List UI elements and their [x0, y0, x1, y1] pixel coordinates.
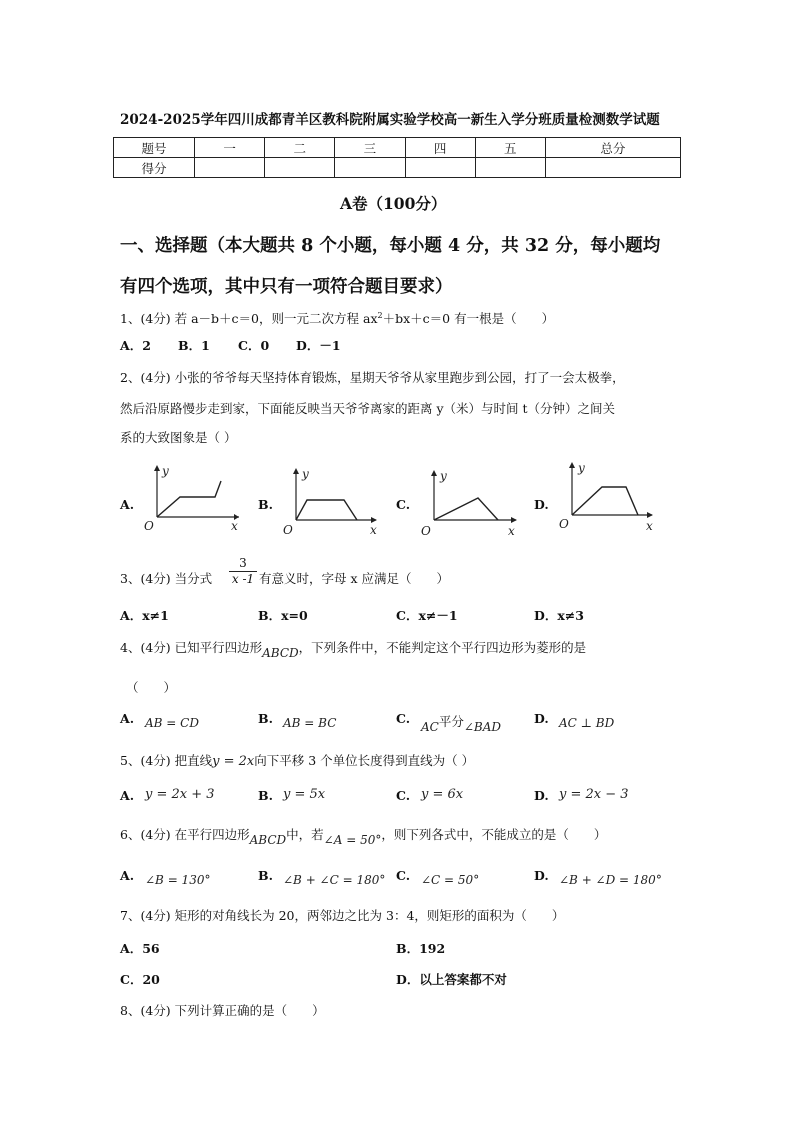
- q6-option-d-letter: D.: [534, 868, 549, 883]
- q5-text-b: 向下平移 3 个单位长度得到直线为（ ）: [254, 753, 475, 768]
- q2-option-d-label: D.: [534, 497, 549, 512]
- q3-stem-a: 3、(4分) 当分式: [120, 571, 213, 586]
- q4-option-a: AB = CD: [145, 716, 199, 730]
- score-input-cell: [265, 158, 335, 178]
- q2-line1: 2、(4分) 小张的爷爷每天坚持体育锻炼，星期天爷爷从家里跑步到公园，打了一会太极拳，: [120, 370, 625, 385]
- q6-text-b: 中，若: [286, 827, 324, 842]
- q7-stem: 7、(4分) 矩形的对角线长为 20，两邻边之比为 3：4，则矩形的面积为（ ）: [120, 908, 565, 923]
- q6-option-a-letter: A.: [120, 868, 135, 883]
- axis-label-x: x: [370, 523, 377, 537]
- part-heading-line1: 一、选择题（本大题共 8 个小题，每小题 4 分，共 32 分，每小题均: [120, 236, 661, 256]
- q5-option-c: y = 6x: [421, 787, 464, 802]
- q2-graph-d: [558, 460, 658, 536]
- q6-math-2: ∠A = 50°: [323, 833, 382, 847]
- q7-option-c: C．20: [120, 972, 160, 987]
- q1-option-b: B．1: [178, 338, 210, 353]
- origin-label: O: [144, 519, 154, 533]
- section-heading: A卷（100分）: [340, 194, 447, 213]
- q7-option-b: B．192: [396, 941, 446, 956]
- q6-text-a: 6、(4分) 在平行四边形: [120, 827, 250, 842]
- q2-option-b-label: B.: [258, 497, 273, 512]
- q3-option-b: B．x=0: [258, 608, 308, 623]
- q2-graph-b: [282, 466, 382, 542]
- q4-text-a: 4、(4分) 已知平行四边形: [120, 640, 263, 655]
- axis-label-y: y: [440, 469, 447, 483]
- q5-option-a-letter: A.: [120, 788, 135, 803]
- q4-option-a-letter: A.: [120, 711, 135, 726]
- q6-math-1: ABCD: [249, 833, 287, 847]
- q6-option-d: ∠B + ∠D = 180°: [559, 873, 662, 887]
- q1-option-a: A．2: [120, 338, 151, 353]
- q5-text-a: 5、(4分) 把直线: [120, 753, 213, 768]
- q6-option-b: ∠B + ∠C = 180°: [283, 873, 386, 887]
- q4-option-c-post: ∠BAD: [463, 720, 502, 734]
- table-cell: 题号: [114, 138, 195, 158]
- q4-option-c-pre: AC: [421, 720, 439, 734]
- score-input-cell: [335, 158, 405, 178]
- part-heading-line2: 有四个选项，其中只有一项符合题目要求）: [120, 277, 453, 297]
- fraction-numerator: 3: [239, 556, 247, 570]
- q2-graph-c: [420, 468, 520, 544]
- q1-superscript: 2: [377, 310, 383, 320]
- q6-option-c-letter: C.: [396, 868, 411, 883]
- q4-paren: （ ）: [126, 680, 177, 695]
- q3-option-a: A．x≠1: [120, 608, 169, 623]
- q1-option-c: C．0: [238, 338, 270, 353]
- q2-graph-a: [143, 463, 243, 539]
- q6-option-c: ∠C = 50°: [421, 873, 480, 887]
- q4-text-b: ，下列条件中，不能判定这个平行四边形为菱形的是: [298, 640, 587, 655]
- table-cell: 五: [475, 138, 545, 158]
- q8-stem: 8、(4分) 下列计算正确的是（ ）: [120, 1003, 325, 1018]
- q5-option-b-letter: B.: [258, 788, 273, 803]
- axis-label-x: x: [231, 519, 238, 533]
- table-cell: 三: [335, 138, 405, 158]
- table-cell: 四: [405, 138, 475, 158]
- q4-option-d: AC ⊥ BD: [559, 716, 615, 730]
- q4-stem: [120, 638, 587, 660]
- q4-option-b: AB = BC: [283, 716, 337, 730]
- q5-option-d-letter: D.: [534, 788, 549, 803]
- question-1-stem: [120, 309, 554, 327]
- origin-label: O: [421, 524, 431, 538]
- q3-stem-b: 有意义时，字母 x 应满足（ ）: [259, 571, 449, 586]
- axis-label-y: y: [578, 461, 585, 475]
- q7-option-a: A．56: [120, 941, 160, 956]
- q5-math: y = 2x: [212, 754, 255, 769]
- q4-option-c: [421, 711, 502, 734]
- origin-label: O: [559, 517, 569, 531]
- axis-label-x: x: [646, 519, 653, 533]
- q4-option-c-mid: 平分: [438, 714, 464, 729]
- q1-text-a: 1、(4分) 若 a－b＋c＝0，则一元二次方程 ax: [120, 311, 378, 326]
- fraction-denominator: x -1: [229, 571, 257, 586]
- score-input-cell: [405, 158, 475, 178]
- q3-option-d: D．x≠3: [534, 608, 584, 623]
- score-table-score-row: [114, 158, 681, 178]
- table-cell: 得分: [114, 158, 195, 178]
- score-table: [113, 137, 681, 178]
- score-input-cell: [195, 158, 265, 178]
- table-cell: 二: [265, 138, 335, 158]
- q5-option-b: y = 5x: [283, 787, 326, 802]
- q2-option-c-label: C.: [396, 497, 411, 512]
- q2-line3: 系的大致图象是（ ）: [120, 430, 237, 445]
- q3-option-c: C．x≠－1: [396, 608, 458, 623]
- q7-option-d: D．以上答案都不对: [396, 972, 507, 987]
- q4-option-b-letter: B.: [258, 711, 273, 726]
- table-cell: 一: [195, 138, 265, 158]
- q6-option-a: ∠B = 130°: [145, 873, 211, 887]
- q4-math: ABCD: [262, 646, 299, 660]
- table-cell: 总分: [545, 138, 680, 158]
- q5-option-a: y = 2x + 3: [145, 787, 215, 802]
- q6-option-b-letter: B.: [258, 868, 273, 883]
- q2-option-a-label: A.: [120, 497, 135, 512]
- q2-line2: 然后沿原路慢步走到家，下面能反映当天爷爷离家的距离 y（米）与时间 t（分钟）之间关: [120, 401, 616, 416]
- origin-label: O: [283, 523, 293, 537]
- axis-label-y: y: [302, 467, 309, 481]
- score-input-cell: [545, 158, 680, 178]
- q5-option-d: y = 2x − 3: [559, 787, 629, 802]
- q4-option-d-letter: D.: [534, 711, 549, 726]
- q6-stem: [120, 825, 607, 847]
- q1-option-d: D．－1: [296, 338, 341, 353]
- q3-fraction: [229, 556, 257, 586]
- q6-text-c: ，则下列各式中，不能成立的是（ ）: [381, 827, 607, 842]
- score-table-header-row: [114, 138, 681, 158]
- q4-option-c-letter: C.: [396, 711, 411, 726]
- q5-stem: [120, 751, 474, 769]
- q1-text-b: ＋bx＋c＝0 有一根是（ ）: [382, 311, 555, 326]
- exam-title: 2024-2025学年四川成都青羊区教科院附属实验学校高一新生入学分班质量检测数学试题: [120, 112, 660, 128]
- axis-label-x: x: [508, 524, 515, 538]
- q5-option-c-letter: C.: [396, 788, 411, 803]
- score-input-cell: [475, 158, 545, 178]
- axis-label-y: y: [162, 464, 169, 478]
